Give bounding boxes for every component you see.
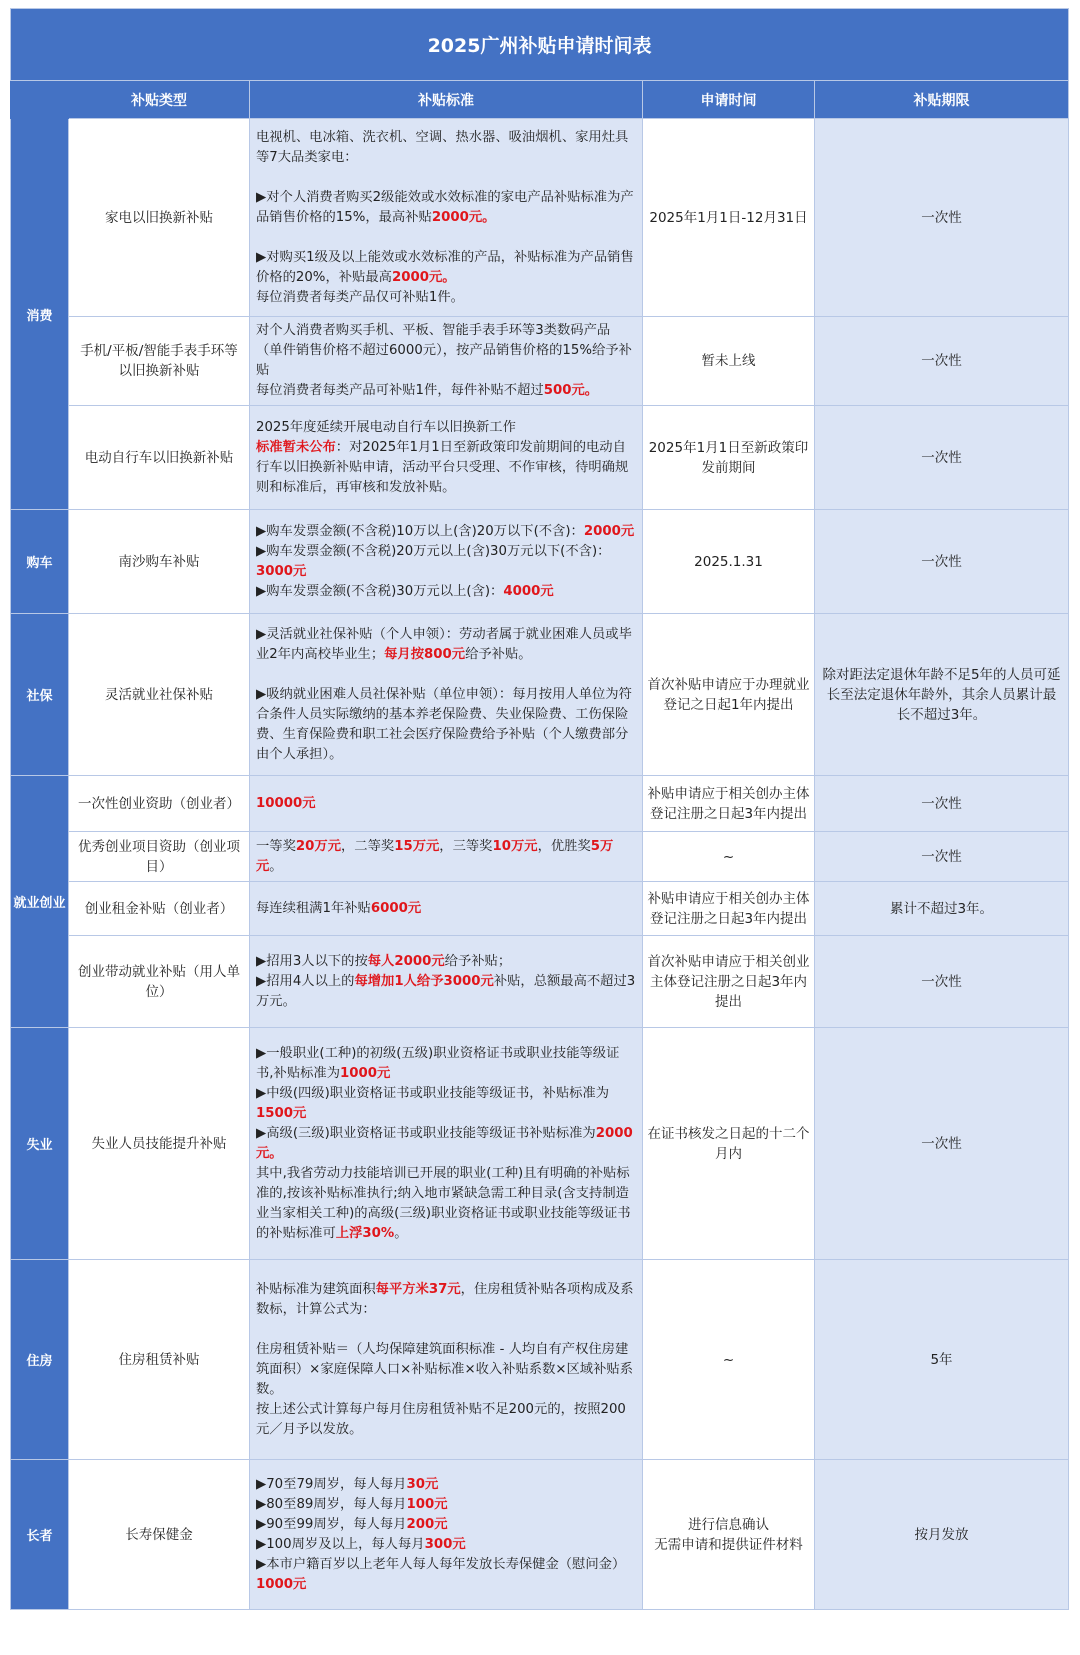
header-time: 申请时间 bbox=[643, 81, 815, 119]
category-employ: 就业创业 bbox=[11, 776, 69, 1028]
subsidy-period: 一次性 bbox=[815, 510, 1069, 614]
page-title: 2025广州补贴申请时间表 bbox=[11, 9, 1069, 81]
subsidy-period: 累计不超过3年。 bbox=[815, 882, 1069, 936]
subsidy-period: 一次性 bbox=[815, 119, 1069, 317]
apply-time: 2025.1.31 bbox=[643, 510, 815, 614]
subsidy-table bbox=[10, 8, 1069, 1610]
apply-time: 首次补贴申请应于办理就业登记之日起1年内提出 bbox=[643, 614, 815, 776]
table-row bbox=[11, 832, 1069, 882]
header-blank bbox=[11, 81, 69, 119]
table-row bbox=[11, 317, 1069, 406]
subsidy-period: 一次性 bbox=[815, 1028, 1069, 1260]
subsidy-period: 一次性 bbox=[815, 832, 1069, 882]
apply-time: 首次补贴申请应于相关创业主体登记注册之日起3年内提出 bbox=[643, 936, 815, 1028]
subsidy-standard: ▶招用3人以下的按每人2000元给予补贴； ▶招用4人以上的每增加1人给予3000元补贴，总额最高不超过3万元。 bbox=[250, 936, 643, 1028]
table-row bbox=[11, 1460, 1069, 1610]
subsidy-standard: 对个人消费者购买手机、平板、智能手表手环等3类数码产品（单件销售价格不超过6000元），按产品销售价格的15%给予补贴 每位消费者每类产品可补贴1件，每件补贴不超过500元。 bbox=[250, 317, 643, 406]
subsidy-name: 手机/平板/智能手表手环等以旧换新补贴 bbox=[69, 317, 250, 406]
table-row bbox=[11, 882, 1069, 936]
header-type: 补贴类型 bbox=[69, 81, 250, 119]
apply-time: ~ bbox=[643, 832, 815, 882]
subsidy-name: 失业人员技能提升补贴 bbox=[69, 1028, 250, 1260]
apply-time: 2025年1月1日-12月31日 bbox=[643, 119, 815, 317]
subsidy-period: 一次性 bbox=[815, 317, 1069, 406]
subsidy-standard: 10000元 bbox=[250, 776, 643, 832]
apply-time: 在证书核发之日起的十二个月内 bbox=[643, 1028, 815, 1260]
category-elder: 长者 bbox=[11, 1460, 69, 1610]
subsidy-period: 一次性 bbox=[815, 936, 1069, 1028]
apply-time: 进行信息确认 无需申请和提供证件材料 bbox=[643, 1460, 815, 1610]
subsidy-name: 电动自行车以旧换新补贴 bbox=[69, 406, 250, 510]
subsidy-name: 家电以旧换新补贴 bbox=[69, 119, 250, 317]
subsidy-standard: 补贴标准为建筑面积每平方米37元，住房租赁补贴各项构成及系数标，计算公式为： 住房租赁补贴＝（人均保障建筑面积标准 - 人均自有产权住房建筑面积）×家庭保障人口×补贴标准×收入补贴系数×区域补贴系数。 按上述公式计算每户每月住房租赁补贴不足200元的，按照200元／月予以发放。 bbox=[250, 1260, 643, 1460]
apply-time: 暂未上线 bbox=[643, 317, 815, 406]
category-car: 购车 bbox=[11, 510, 69, 614]
subsidy-name: 长寿保健金 bbox=[69, 1460, 250, 1610]
subsidy-period: 5年 bbox=[815, 1260, 1069, 1460]
header-period: 补贴期限 bbox=[815, 81, 1069, 119]
subsidy-standard: ▶一般职业(工种)的初级(五级)职业资格证书或职业技能等级证书,补贴标准为1000元 ▶中级(四级)职业资格证书或职业技能等级证书，补贴标准为1500元 ▶高级(三级)职业资格证书或职业技能等级证书补贴标准为2000元。 其中,我省劳动力技能培训已开展的职业(工种)且有明确的补贴标准的,按该补贴标准执行;纳入地市紧缺急需工种目录(含支持制造业当家相关工种)的高级(三级)职业资格证书或职业技能等级证书的补贴标准可上浮30%。 bbox=[250, 1028, 643, 1260]
table-row bbox=[11, 119, 1069, 317]
table-row bbox=[11, 1260, 1069, 1460]
category-consume: 消费 bbox=[11, 119, 69, 510]
subsidy-table-frame bbox=[10, 8, 1068, 1648]
subsidy-standard: 2025年度延续开展电动自行车以旧换新工作 标准暂未公布：对2025年1月1日至新政策印发前期间的电动自行车以旧换新补贴申请，活动平台只受理、不作审核，待明确规则和标准后，再审核和发放补贴。 bbox=[250, 406, 643, 510]
table-row bbox=[11, 406, 1069, 510]
subsidy-name: 创业租金补贴（创业者） bbox=[69, 882, 250, 936]
category-social: 社保 bbox=[11, 614, 69, 776]
apply-time: 补贴申请应于相关创办主体登记注册之日起3年内提出 bbox=[643, 776, 815, 832]
subsidy-period: 一次性 bbox=[815, 406, 1069, 510]
subsidy-standard: ▶灵活就业社保补贴（个人申领）：劳动者属于就业困难人员或毕业2年内高校毕业生；每月按800元给予补贴。 ▶吸纳就业困难人员社保补贴（单位申领）：每月按用人单位为符合条件人员实际缴纳的基本养老保险费、失业保险费、工伤保险费、生育保险费和职工社会医疗保险费给予补贴（个人缴费部分由个人承担）。 bbox=[250, 614, 643, 776]
subsidy-period: 一次性 bbox=[815, 776, 1069, 832]
subsidy-name: 南沙购车补贴 bbox=[69, 510, 250, 614]
subsidy-standard: ▶70至79周岁，每人每月30元 ▶80至89周岁，每人每月100元 ▶90至99周岁，每人每月200元 ▶100周岁及以上，每人每月300元 ▶本市户籍百岁以上老年人每人每年发放长寿保健金（慰问金）1000元 bbox=[250, 1460, 643, 1610]
subsidy-standard: 一等奖20万元，二等奖15万元，三等奖10万元，优胜奖5万元。 bbox=[250, 832, 643, 882]
table-row bbox=[11, 936, 1069, 1028]
subsidy-period: 按月发放 bbox=[815, 1460, 1069, 1610]
table-row bbox=[11, 510, 1069, 614]
table-row bbox=[11, 776, 1069, 832]
apply-time: 补贴申请应于相关创办主体登记注册之日起3年内提出 bbox=[643, 882, 815, 936]
table-row bbox=[11, 614, 1069, 776]
subsidy-name: 一次性创业资助（创业者） bbox=[69, 776, 250, 832]
subsidy-standard: 电视机、电冰箱、洗衣机、空调、热水器、吸油烟机、家用灶具等7大品类家电： ▶对个人消费者购买2级能效或水效标准的家电产品补贴标准为产品销售价格的15%，最高补贴2000元。 ▶对购买1级及以上能效或水效标准的产品，补贴标准为产品销售价格的20%，补贴最高2000元。 每位消费者每类产品仅可补贴1件。 bbox=[250, 119, 643, 317]
subsidy-name: 创业带动就业补贴（用人单位） bbox=[69, 936, 250, 1028]
subsidy-name: 住房租赁补贴 bbox=[69, 1260, 250, 1460]
subsidy-standard: 每连续租满1年补贴6000元 bbox=[250, 882, 643, 936]
category-unemploy: 失业 bbox=[11, 1028, 69, 1260]
subsidy-period: 除对距法定退休年龄不足5年的人员可延长至法定退休年龄外，其余人员累计最长不超过3年。 bbox=[815, 614, 1069, 776]
header-standard: 补贴标准 bbox=[250, 81, 643, 119]
subsidy-name: 灵活就业社保补贴 bbox=[69, 614, 250, 776]
apply-time: ~ bbox=[643, 1260, 815, 1460]
table-row bbox=[11, 1028, 1069, 1260]
subsidy-standard: ▶购车发票金额(不含税)10万以上(含)20万以下(不含)：2000元 ▶购车发票金额(不含税)20万元以上(含)30万元以下(不含)：3000元 ▶购车发票金额(不含税)30万元以上(含)：4000元 bbox=[250, 510, 643, 614]
subsidy-name: 优秀创业项目资助（创业项目） bbox=[69, 832, 250, 882]
apply-time: 2025年1月1日至新政策印发前期间 bbox=[643, 406, 815, 510]
category-housing: 住房 bbox=[11, 1260, 69, 1460]
